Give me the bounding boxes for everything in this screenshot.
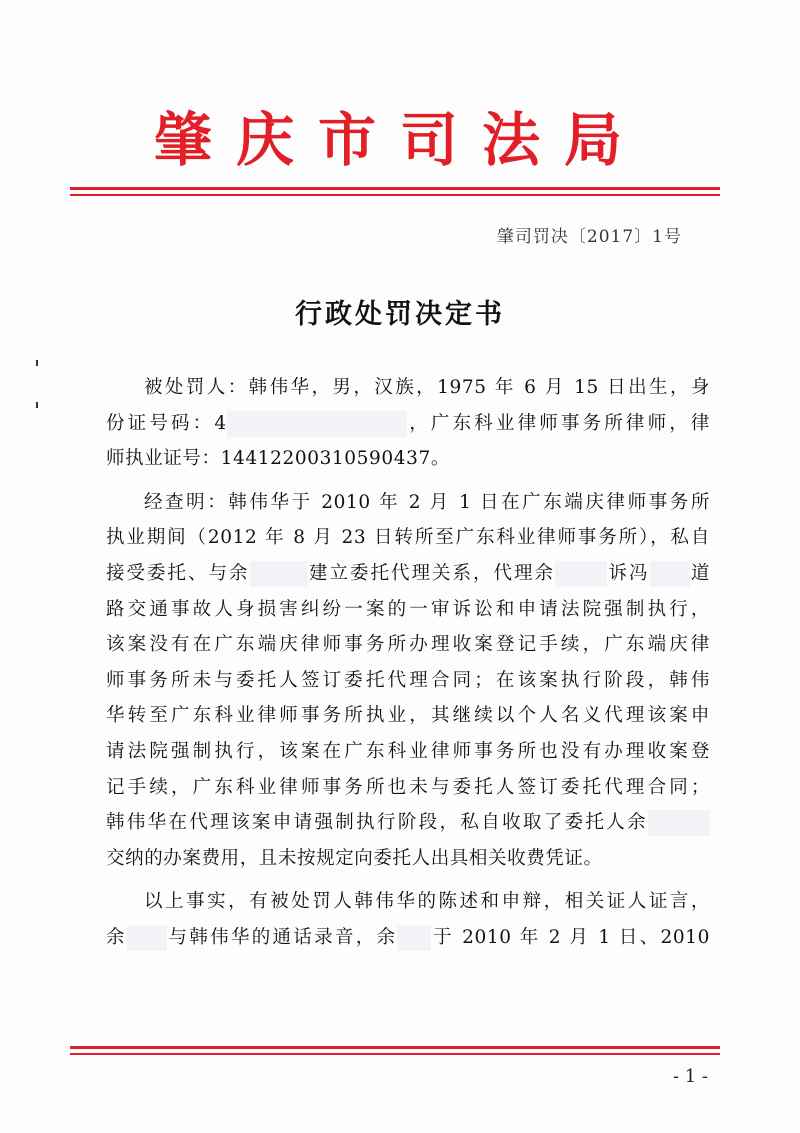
redaction-block: [227, 411, 407, 437]
redaction-block: [397, 925, 431, 951]
body-text-segment: 接受委托、与余: [106, 562, 250, 584]
redaction-block: [250, 561, 308, 587]
body-text-segment: 诉冯: [607, 562, 650, 584]
redaction-block: [650, 561, 690, 587]
body-text-segment: 份证号码：4: [106, 412, 227, 434]
body-text-segment: ，广东科业律师事务所律师，律: [406, 412, 711, 434]
header-red-rule-thin: [70, 194, 720, 196]
body-line: 该案没有在广东端庆律师事务所办理收案登记手续，广东端庆律: [106, 634, 710, 656]
body-line: [106, 805, 710, 841]
body-line: 路交通事故人身损害纠纷一案的一审诉讼和申请法院强制执行，: [106, 598, 710, 620]
body-line: 被处罚人：韩伟华，男，汉族，1975 年 6 月 15 日出生，身: [144, 377, 710, 398]
redaction-block: [127, 925, 167, 951]
binding-mark: [36, 402, 38, 408]
body-text-segment: 建立委托代理关系，代理余: [307, 562, 556, 584]
footer-red-rule-thick: [70, 1046, 720, 1049]
body-line: 师执业证号：14412200310590437。: [106, 448, 450, 470]
binding-mark: [36, 360, 38, 366]
body-line: [106, 920, 710, 956]
document-title: 行政处罚决定书: [295, 299, 505, 330]
body-text-segment: 道: [689, 562, 711, 584]
body-text-segment: 余: [106, 926, 127, 948]
header-red-rule-thick: [70, 187, 720, 190]
redaction-block: [555, 561, 607, 587]
footer-red-rule-thin: [70, 1053, 720, 1055]
document-body: [106, 370, 710, 956]
body-text-segment: 于 2010 年 2 月 1 日、2010: [431, 926, 710, 948]
body-line: 交纳的办案费用，且未按规定向委托人出具相关收费凭证。: [106, 847, 603, 869]
agency-header-title: 肇庆市司法局: [153, 106, 646, 174]
body-line: 经查明：韩伟华于 2010 年 2 月 1 日在广东端庆律师事务所: [144, 491, 710, 513]
body-line: 执业期间（2012 年 8 月 23 日转所至广东科业律师事务所），私自: [106, 527, 710, 549]
body-line: 师事务所未与委托人签订委托代理合同；在该案执行阶段，韩伟: [106, 669, 710, 691]
body-text-segment: 与韩伟华的通话录音，余: [166, 926, 398, 948]
body-line: 请法院强制执行，该案在广东科业律师事务所也没有办理收案登: [106, 740, 710, 762]
redaction-block: [648, 810, 710, 836]
body-line: 华转至广东科业律师事务所执业，其继续以个人名义代理该案申: [106, 705, 710, 727]
page-number: - 1 -: [672, 1066, 708, 1087]
body-line: [106, 406, 710, 442]
body-line: 以上事实，有被处罚人韩伟华的陈述和申辩，相关证人证言，: [144, 891, 710, 913]
body-line: 记手续，广东科业律师事务所也未与委托人签订委托代理合同；: [106, 776, 710, 798]
body-line: [106, 556, 710, 592]
document-number: 肇司罚决〔2017〕1号: [496, 227, 682, 247]
body-text-segment: 韩伟华在代理该案申请强制执行阶段，私自收取了委托人余: [106, 812, 648, 834]
